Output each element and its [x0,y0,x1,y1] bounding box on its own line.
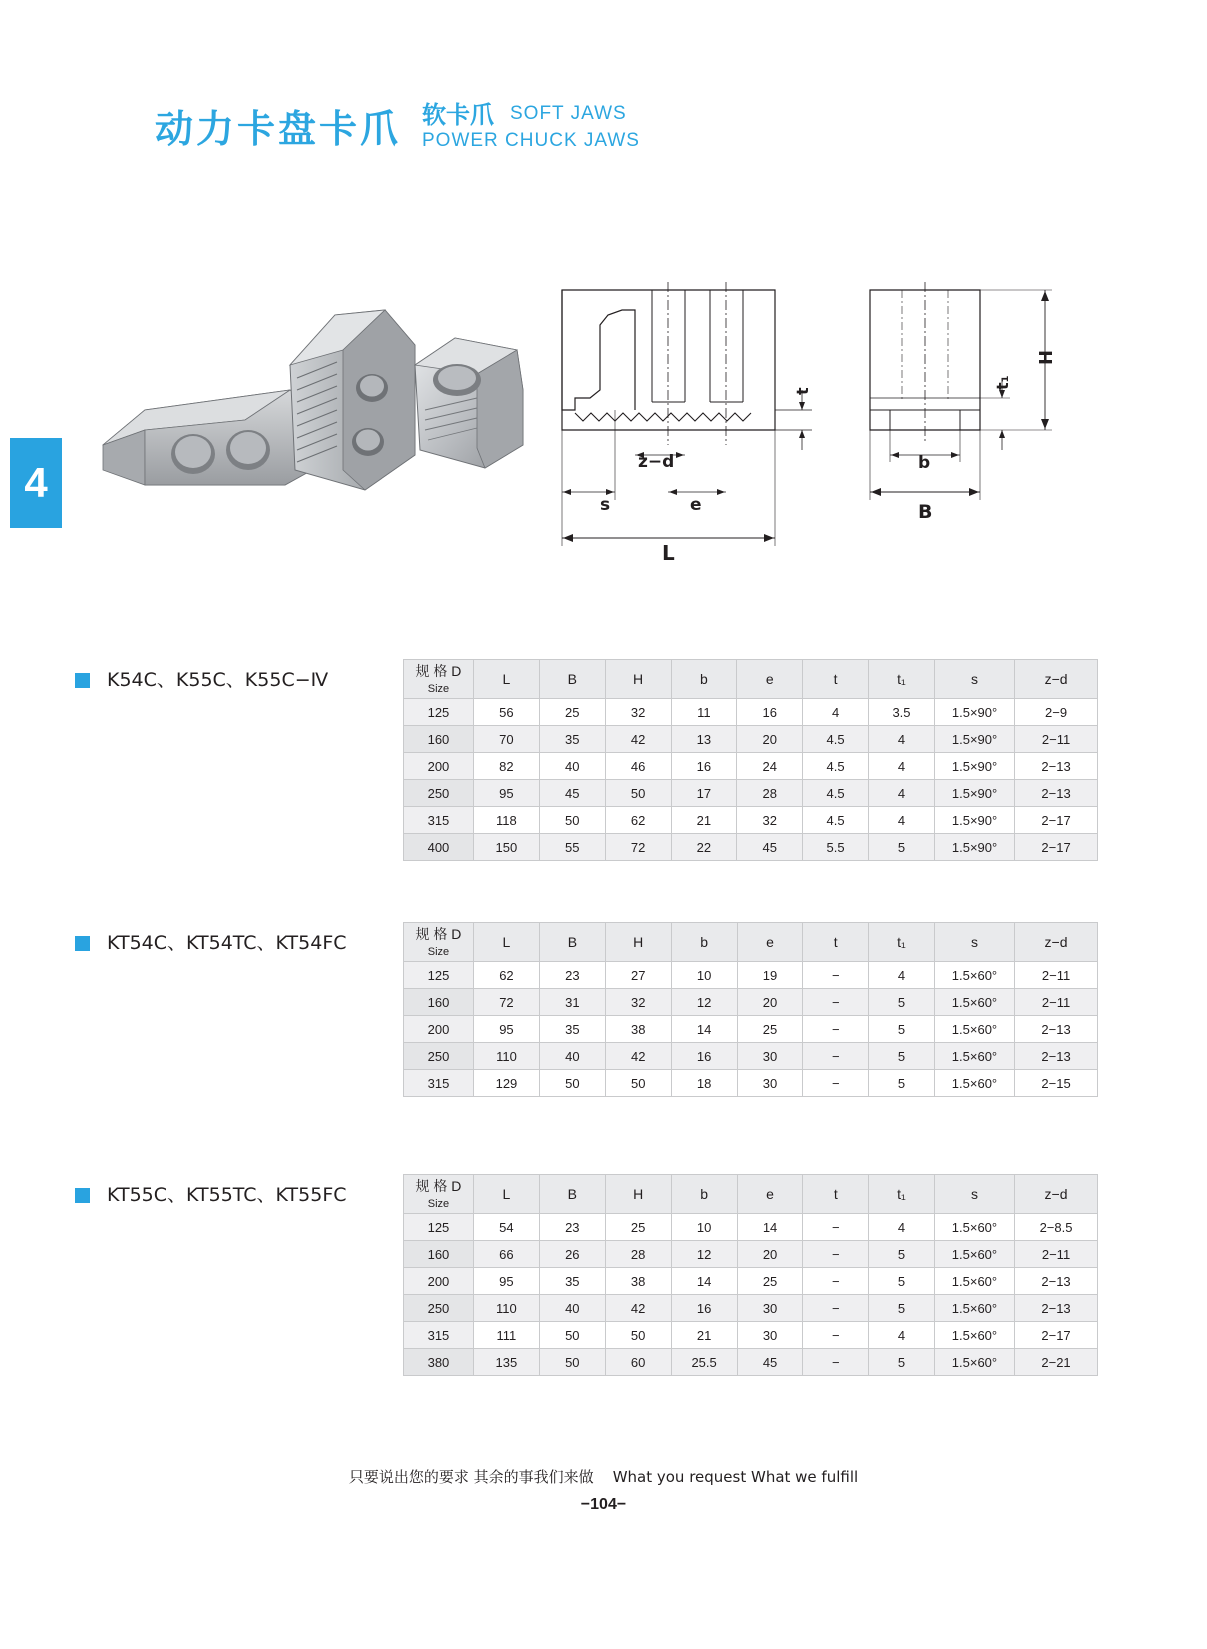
col-L: L [473,923,539,962]
cell-e: 45 [737,834,803,861]
cell-size: 200 [404,1016,474,1043]
cell-size: 250 [404,1043,474,1070]
cell-t: − [803,962,869,989]
cell-size: 250 [404,1295,474,1322]
col-e: e [737,923,803,962]
cell-s: 1.5×60° [934,1322,1014,1349]
drawing-label-B: B [918,501,933,523]
cell-t1: 4 [869,1214,935,1241]
chapter-tab [10,438,62,528]
page-number: −104− [580,1496,627,1513]
cell-e: 30 [737,1070,803,1097]
cell-t: − [803,1322,869,1349]
cell-size: 315 [404,1070,474,1097]
cell-e: 19 [737,962,803,989]
cell-t: − [803,1349,869,1376]
table-header-row [404,923,1098,962]
cell-s: 1.5×60° [934,1349,1014,1376]
cell-H: 42 [605,1043,671,1070]
drawing-label-b: b [918,453,931,473]
cell-zd: 2−9 [1015,699,1098,726]
section-title: KT54C、KT54TC、KT54FC [107,932,347,954]
table-row [404,1043,1098,1070]
cell-size: 250 [404,780,474,807]
cell-L: 150 [473,834,539,861]
col-B: B [539,1175,605,1214]
table-header-row [404,1175,1098,1214]
table-row [404,1349,1098,1376]
cell-b: 10 [671,962,737,989]
cell-s: 1.5×90° [934,807,1014,834]
col-t1: t₁ [869,660,935,699]
drawing-label-s: s [600,495,611,515]
col-s: s [934,660,1014,699]
cell-L: 66 [473,1241,539,1268]
cell-L: 82 [473,753,539,780]
section-title: KT55C、KT55TC、KT55FC [107,1184,347,1206]
cell-t1: 5 [869,1016,935,1043]
cell-size: 315 [404,1322,474,1349]
cell-H: 32 [605,989,671,1016]
cell-B: 50 [539,1349,605,1376]
table-row [404,1295,1098,1322]
col-b: b [671,923,737,962]
cell-t1: 4 [869,780,935,807]
cell-zd: 2−11 [1015,726,1098,753]
col-size: 规 格 D Size [404,1175,474,1214]
cell-B: 35 [539,726,605,753]
cell-t: 4.5 [803,753,869,780]
cell-s: 1.5×90° [934,753,1014,780]
cell-B: 40 [539,1295,605,1322]
drawing-label-e: e [690,495,702,515]
cell-t1: 5 [869,1070,935,1097]
footer-slogan-en: What you request What we fulfill [612,1468,859,1486]
col-L: L [473,660,539,699]
cell-b: 10 [671,1214,737,1241]
drawing-label-L: L [662,541,675,560]
cell-e: 32 [737,807,803,834]
cell-s: 1.5×60° [934,1295,1014,1322]
cell-t: 4.5 [803,780,869,807]
cell-b: 12 [671,989,737,1016]
table-row [404,699,1098,726]
section-k54c [75,665,405,705]
cell-t: 4.5 [803,726,869,753]
page-subtitle-en-power-chuck-jaws: POWER CHUCK JAWS [422,130,640,151]
cell-t: − [803,1043,869,1070]
cell-b: 21 [671,1322,737,1349]
cell-e: 30 [737,1043,803,1070]
cell-zd: 2−8.5 [1015,1214,1098,1241]
cell-zd: 2−11 [1015,962,1098,989]
cell-s: 1.5×60° [934,1214,1014,1241]
cell-zd: 2−13 [1015,1268,1098,1295]
table-header-row [404,660,1098,699]
col-t1: t₁ [869,1175,935,1214]
cell-L: 95 [473,1268,539,1295]
cell-b: 14 [671,1016,737,1043]
cell-L: 54 [473,1214,539,1241]
cell-B: 40 [539,753,605,780]
cell-e: 30 [737,1322,803,1349]
cell-size: 200 [404,1268,474,1295]
table-row [404,1322,1098,1349]
cell-s: 1.5×60° [934,1016,1014,1043]
cell-zd: 2−11 [1015,1241,1098,1268]
cell-t1: 4 [869,807,935,834]
cell-H: 38 [605,1268,671,1295]
spec-table-k54c [403,659,1098,861]
cell-t1: 5 [869,1295,935,1322]
technical-drawing [540,270,1160,560]
section-kt55c [75,1180,405,1220]
cell-t: − [803,1268,869,1295]
cell-B: 50 [539,1070,605,1097]
cell-zd: 2−13 [1015,753,1098,780]
col-s: s [934,923,1014,962]
bullet-icon [75,1188,90,1203]
col-e: e [737,1175,803,1214]
table-row [404,1070,1098,1097]
cell-s: 1.5×90° [934,780,1014,807]
cell-t1: 4 [869,962,935,989]
cell-zd: 2−13 [1015,1043,1098,1070]
cell-H: 60 [605,1349,671,1376]
cell-t: − [803,989,869,1016]
page-subtitle-cn: 软卡爪 [422,101,494,129]
cell-H: 42 [605,726,671,753]
table-row [404,834,1098,861]
cell-zd: 2−13 [1015,1016,1098,1043]
col-H: H [605,923,671,962]
col-L: L [473,1175,539,1214]
cell-B: 35 [539,1016,605,1043]
cell-b: 16 [671,753,737,780]
cell-e: 25 [737,1268,803,1295]
section-title: K54C、K55C、K55C−Ⅳ [107,669,329,691]
cell-B: 50 [539,807,605,834]
cell-B: 23 [539,962,605,989]
cell-H: 72 [605,834,671,861]
cell-size: 125 [404,962,474,989]
cell-e: 45 [737,1349,803,1376]
cell-t: − [803,1241,869,1268]
page-title-cn: 动力卡盘卡爪 [155,107,402,151]
cell-zd: 2−17 [1015,807,1098,834]
cell-size: 380 [404,1349,474,1376]
spec-table-kt54c [403,922,1098,1097]
cell-B: 35 [539,1268,605,1295]
cell-e: 14 [737,1214,803,1241]
col-t1: t₁ [869,923,935,962]
cell-L: 118 [473,807,539,834]
drawing-label-H: H [1036,349,1057,365]
cell-B: 40 [539,1043,605,1070]
cell-size: 125 [404,699,474,726]
cell-zd: 2−13 [1015,1295,1098,1322]
cell-zd: 2−15 [1015,1070,1098,1097]
cell-H: 27 [605,962,671,989]
col-t: t [803,1175,869,1214]
cell-B: 26 [539,1241,605,1268]
cell-H: 42 [605,1295,671,1322]
table-row [404,1241,1098,1268]
table-row [404,726,1098,753]
cell-size: 125 [404,1214,474,1241]
cell-e: 20 [737,726,803,753]
cell-B: 25 [539,699,605,726]
cell-s: 1.5×90° [934,726,1014,753]
cell-s: 1.5×60° [934,1241,1014,1268]
col-size: 规 格 D Size [404,660,474,699]
cell-L: 62 [473,962,539,989]
cell-L: 135 [473,1349,539,1376]
col-H: H [605,1175,671,1214]
cell-t: 4 [803,699,869,726]
cell-b: 11 [671,699,737,726]
cell-s: 1.5×90° [934,699,1014,726]
cell-s: 1.5×60° [934,989,1014,1016]
cell-e: 24 [737,753,803,780]
col-zd: z−d [1015,1175,1098,1214]
cell-b: 16 [671,1043,737,1070]
cell-t1: 5 [869,1268,935,1295]
col-B: B [539,923,605,962]
cell-t1: 5 [869,1349,935,1376]
cell-L: 110 [473,1295,539,1322]
table-row [404,753,1098,780]
col-b: b [671,660,737,699]
cell-e: 20 [737,989,803,1016]
cell-b: 22 [671,834,737,861]
cell-L: 111 [473,1322,539,1349]
cell-zd: 2−13 [1015,780,1098,807]
cell-B: 31 [539,989,605,1016]
bullet-icon [75,936,90,951]
footer-slogan-cn: 只要说出您的要求 其余的事我们来做 [348,1468,594,1486]
cell-B: 23 [539,1214,605,1241]
cell-H: 50 [605,1070,671,1097]
cell-t1: 4 [869,753,935,780]
chapter-tab-number: 4 [24,459,48,506]
col-s: s [934,1175,1014,1214]
cell-zd: 2−17 [1015,1322,1098,1349]
table-row [404,1214,1098,1241]
table-row [404,962,1098,989]
table-row [404,807,1098,834]
cell-b: 14 [671,1268,737,1295]
col-B: B [539,660,605,699]
cell-b: 17 [671,780,737,807]
drawing-label-t1: t₁ [993,375,1012,390]
cell-e: 20 [737,1241,803,1268]
cell-H: 62 [605,807,671,834]
cell-L: 95 [473,780,539,807]
cell-t1: 4 [869,726,935,753]
cell-L: 110 [473,1043,539,1070]
cell-size: 315 [404,807,474,834]
bullet-icon [75,673,90,688]
cell-H: 25 [605,1214,671,1241]
cell-b: 25.5 [671,1349,737,1376]
drawing-label-t: t [793,387,812,395]
cell-b: 21 [671,807,737,834]
footer-slogan [0,1466,1207,1487]
col-t: t [803,923,869,962]
cell-b: 12 [671,1241,737,1268]
cell-L: 70 [473,726,539,753]
col-e: e [737,660,803,699]
cell-L: 56 [473,699,539,726]
cell-b: 16 [671,1295,737,1322]
cell-size: 200 [404,753,474,780]
col-zd: z−d [1015,923,1098,962]
cell-L: 129 [473,1070,539,1097]
cell-t: − [803,1070,869,1097]
cell-H: 46 [605,753,671,780]
cell-e: 16 [737,699,803,726]
table-row [404,989,1098,1016]
cell-size: 160 [404,726,474,753]
cell-H: 38 [605,1016,671,1043]
cell-s: 1.5×60° [934,962,1014,989]
cell-size: 160 [404,1241,474,1268]
drawing-label-zd: z−d [638,452,675,472]
cell-s: 1.5×60° [934,1043,1014,1070]
cell-s: 1.5×90° [934,834,1014,861]
cell-H: 50 [605,1322,671,1349]
cell-t: − [803,1295,869,1322]
cell-B: 55 [539,834,605,861]
cell-e: 28 [737,780,803,807]
page-subtitle-en-soft-jaws: SOFT JAWS [510,103,627,124]
cell-size: 400 [404,834,474,861]
table-row [404,1268,1098,1295]
cell-t1: 4 [869,1322,935,1349]
cell-t: 4.5 [803,807,869,834]
cell-H: 28 [605,1241,671,1268]
cell-e: 25 [737,1016,803,1043]
cell-s: 1.5×60° [934,1070,1014,1097]
cell-t1: 3.5 [869,699,935,726]
col-size: 规 格 D Size [404,923,474,962]
cell-B: 45 [539,780,605,807]
cell-zd: 2−21 [1015,1349,1098,1376]
spec-table-kt55c [403,1174,1098,1376]
product-photo [85,270,525,510]
table-row [404,780,1098,807]
cell-B: 50 [539,1322,605,1349]
cell-e: 30 [737,1295,803,1322]
cell-t: 5.5 [803,834,869,861]
cell-t1: 5 [869,1241,935,1268]
cell-t1: 5 [869,989,935,1016]
section-kt54c [75,928,405,968]
col-zd: z−d [1015,660,1098,699]
cell-zd: 2−17 [1015,834,1098,861]
col-H: H [605,660,671,699]
cell-t1: 5 [869,1043,935,1070]
cell-s: 1.5×60° [934,1268,1014,1295]
cell-t: − [803,1214,869,1241]
cell-L: 95 [473,1016,539,1043]
col-t: t [803,660,869,699]
cell-size: 160 [404,989,474,1016]
cell-t1: 5 [869,834,935,861]
cell-b: 18 [671,1070,737,1097]
cell-H: 32 [605,699,671,726]
cell-L: 72 [473,989,539,1016]
cell-t: − [803,1016,869,1043]
col-b: b [671,1175,737,1214]
cell-zd: 2−11 [1015,989,1098,1016]
cell-b: 13 [671,726,737,753]
table-row [404,1016,1098,1043]
cell-H: 50 [605,780,671,807]
